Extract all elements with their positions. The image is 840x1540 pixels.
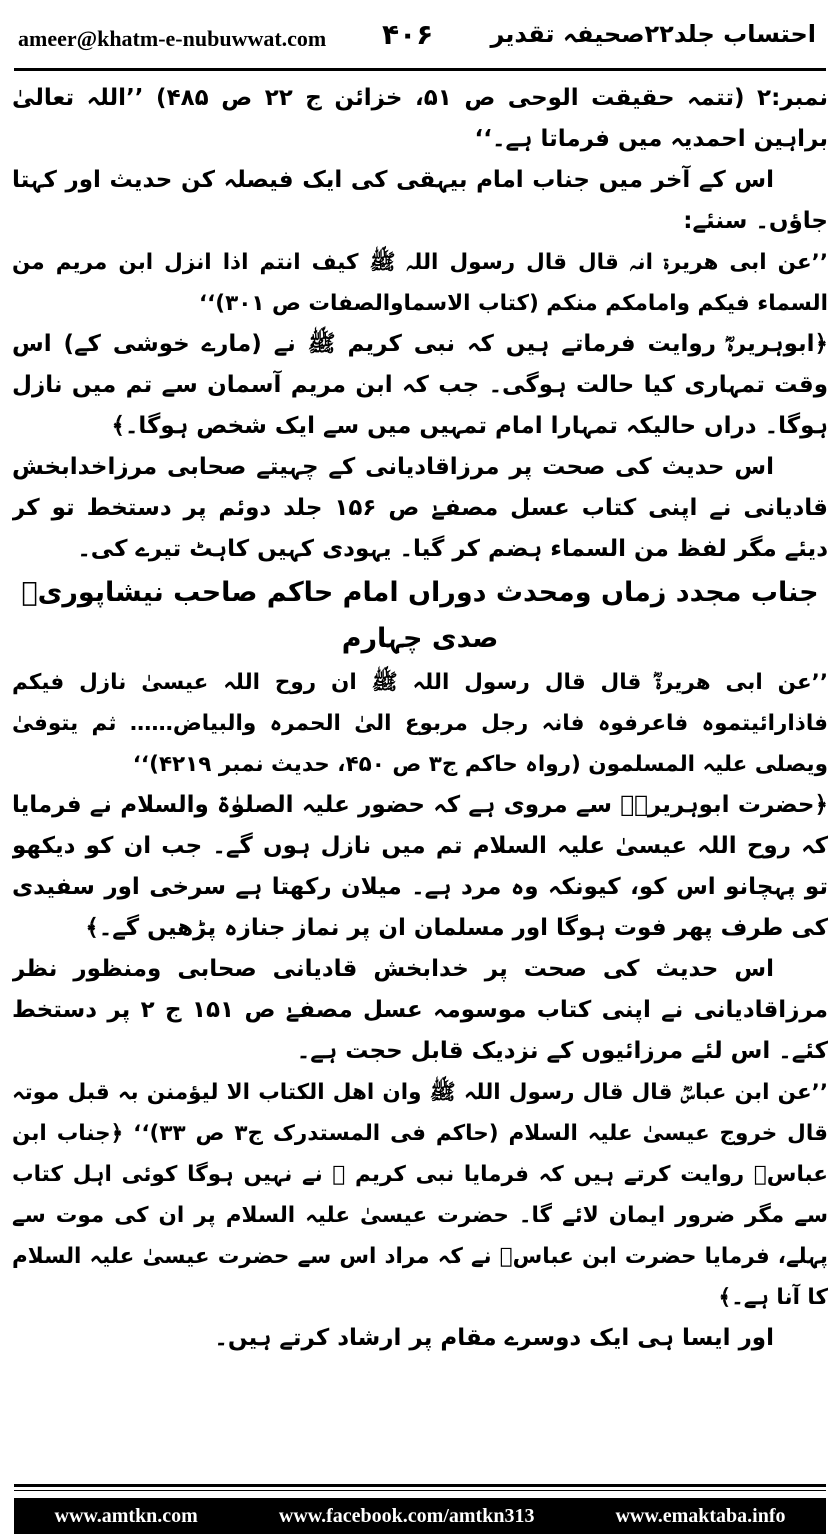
arabic-hadith-paragraph: ’’عن ابن عباسؓ قال قال رسول اللہ ﷺ وان اھل الکتاب الا لیؤمنن بہ قبل موتہ قال خروج عیسیٰ علیہ السلام (حاکم فی المستدرک ج۳ ص ۳۳)‘‘ ﴿جناب ابن عباسؓ روایت کرتے ہیں کہ فرمایا نبی کریم ﷺ نے نہیں ہوگا کوئی اہل کتاب سے مگر ضرور ایمان لائے گا۔ حضرت عیسیٰ علیہ السلام پر ان کی موت سے پہلے، فرمایا حضرت ابن عباسؓ نے کہ مراد اس سے حضرت عیسیٰ علیہ السلام کا آنا ہے۔﴾ — [12, 1080, 828, 1310]
urdu-paragraph: اور ایسا ہی ایک دوسرے مقام پر ارشاد کرتے ہیں۔ — [214, 1325, 774, 1351]
footer-link-emaktaba[interactable]: www.emaktaba.info — [615, 1504, 786, 1527]
urdu-paragraph: اس حدیث کی صحت پر مرزاقادیانی کے چہیتے صحابی مرزاخدابخش قادیانی نے اپنی کتاب عسل مصفےٰ ص ۱۵۶ جلد دوئم پر دستخط تو کر دیئے مگر لفظ من السماء ہضم کر گیا۔ یہودی کہیں کاہٹ تیرے کی۔ — [12, 454, 828, 562]
footer-divider — [14, 1484, 826, 1487]
arabic-hadith-paragraph: ’’عن ابی ھریرۃؓ قال قال رسول اللہ ﷺ ان روح اللہ عیسیٰ نازل فیکم فاذارائیتموہ فاعرفوہ فانہ رجل مربوع الیٰ الحمرہ والبیاض…… ثم یتوفیٰ ویصلی علیہ المسلمون (رواہ حاکم ج۳ ص ۴۵۰، حدیث نمبر ۴۲۱۹)‘‘ — [12, 670, 828, 777]
urdu-paragraph: نمبر:۲ (تتمہ حقیقت الوحی ص ۵۱، خزائن ج ۲۲ ص ۴۸۵) ’’اللہ تعالیٰ براہین احمدیہ میں فرماتا ہے۔‘‘ — [12, 85, 828, 152]
urdu-paragraph: اس کے آخر میں جناب امام بیہقی کی ایک فیصلہ کن حدیث اور کہتا جاؤں۔ سنئے: — [12, 167, 828, 234]
arabic-hadith-paragraph: ’’عن ابی ھریرۃ انہ قال قال رسول اللہ ﷺ کیف انتم اذا انزل ابن مریم من السماء فیکم وامامکم منکم (کتاب الاسماوالصفات ص ۳۰۱)‘‘ — [12, 250, 828, 316]
urdu-paragraph: ﴿حضرت ابوہریرہؓ سے مروی ہے کہ حضور علیہ الصلوٰۃ والسلام نے فرمایا کہ روح اللہ عیسیٰ علیہ السلام تم میں نازل ہوں گے۔ جب ان کو دیکھو تو پہچانو اس کو، کیونکہ وہ مرد ہے۔ میلان رکھتا ہے سرخی اور سفیدی کی طرف پھر فوت ہوگا اور مسلمان ان پر نماز جنازہ پڑھیں گے۔﴾ — [12, 792, 828, 941]
book-title: احتساب جلد۲۲صحیفہ تقدیر — [490, 20, 816, 48]
page-number: ۴۰۶ — [382, 18, 434, 51]
urdu-paragraph: ﴿ابوہریرہؓ روایت فرماتے ہیں کہ نبی کریم ﷺ نے (مارے خوشی کے) اس وقت تمہاری کیا حالت ہوگی۔ جب کہ ابن مریم آسمان سے تم میں نازل ہوگا۔ دراں حالیکہ تمہارا امام تمہیں میں سے ایک شخص ہوگا۔﴾ — [12, 331, 828, 439]
footer-link-facebook[interactable]: www.facebook.com/amtkn313 — [278, 1504, 535, 1527]
section-heading: جناب مجدد زماں ومحدث دوراں امام حاکم صاحب نیشاپوریؒ صدی چہارم — [21, 577, 819, 654]
urdu-paragraph: اس حدیث کی صحت پر خدابخش قادیانی صحابی ومنظور نظر مرزاقادیانی نے اپنی کتاب موسومہ عسل مصفےٰ ص ۱۵۱ ج ۲ پر دستخط کئے۔ اس لئے مرزائیوں کے نزدیک قابل حجت ہے۔ — [12, 956, 828, 1064]
page-header — [10, 12, 826, 64]
header-email: ameer@khatm-e-nubuwwat.com — [18, 26, 327, 51]
page-body — [12, 78, 828, 1470]
page-footer — [14, 1498, 826, 1534]
footer-divider-thin — [14, 1490, 826, 1491]
header-divider — [14, 68, 826, 71]
footer-link-amtkn[interactable]: www.amtkn.com — [54, 1504, 198, 1527]
